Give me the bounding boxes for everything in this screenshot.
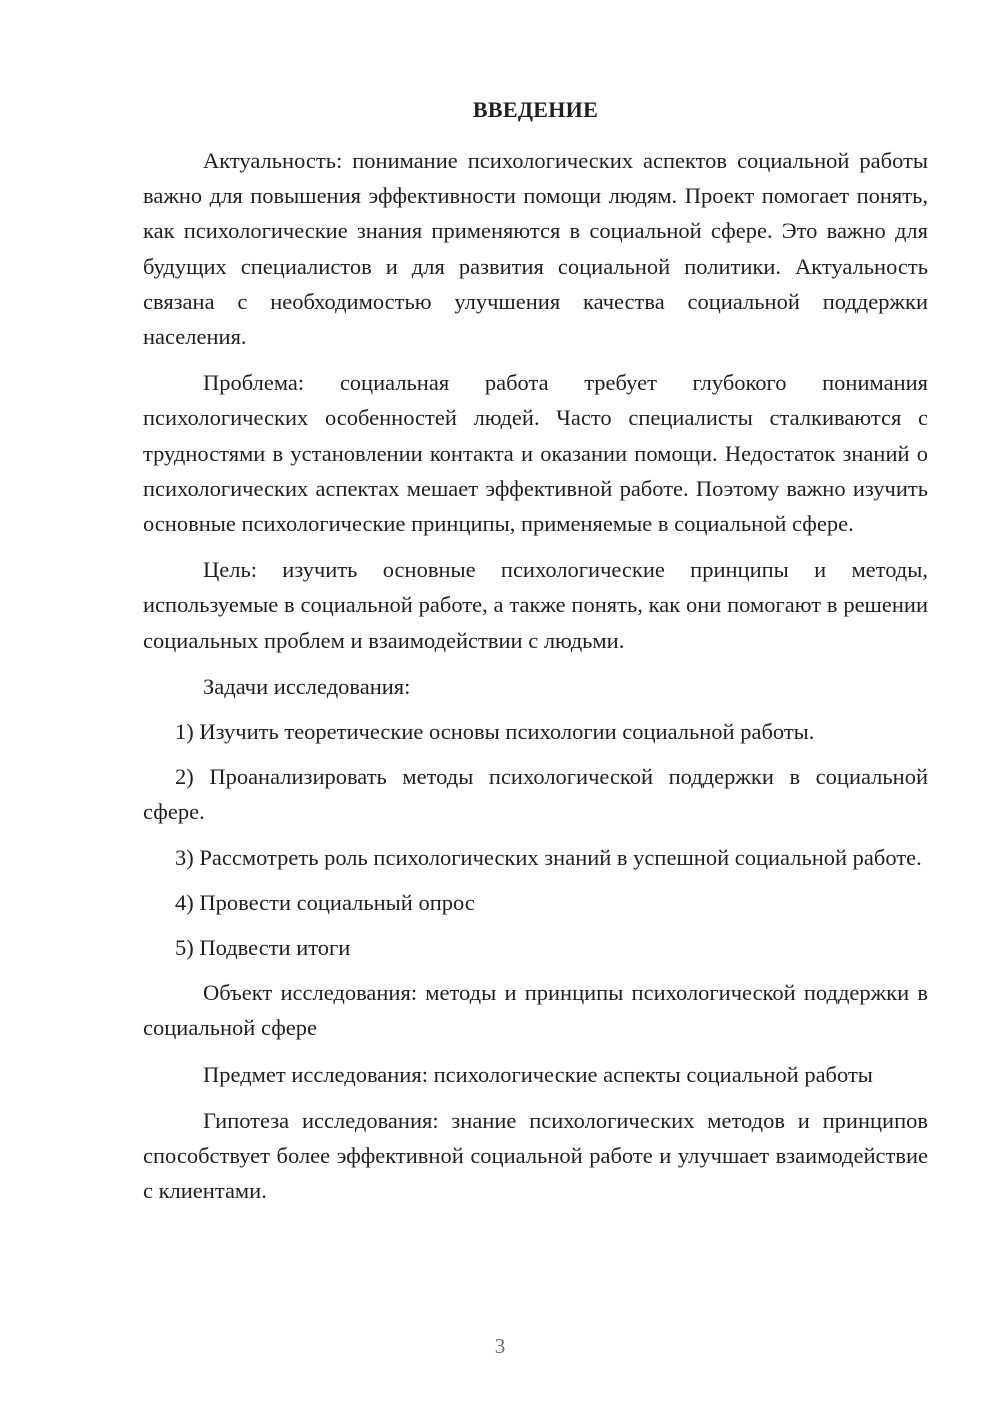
relevance-paragraph: Актуальность: понимание психологических аспектов социальной работы важно для повышения эффективности помощи людям. Проект помогает понять, как психологические знания применяются в социальной сфере. Это важно для будущих специалистов и для развития социальной политики. Актуальность связана с необходимостью улучшения качества социальной поддержки населения.: [143, 148, 928, 350]
object-paragraph: Объект исследования: методы и принципы психологической поддержки в социальной сфере: [143, 980, 928, 1041]
task-item-1: 1) Изучить теоретические основы психологии социальной работы.: [175, 719, 815, 745]
task-item-4: 4) Провести социальный опрос: [175, 889, 475, 915]
page-title: ВВЕДЕНИЕ: [472, 97, 599, 122]
task-item-3: 3) Рассмотреть роль психологических знаний в успешной социальной работе.: [175, 844, 922, 870]
task-item-5: 5) Подвести итоги: [175, 935, 351, 961]
problem-paragraph: Проблема: социальная работа требует глубокого понимания психологических особенностей людей. Часто специалисты сталкиваются с трудностями в установлении контакта и оказании помощи. Недостаток знаний о психологических аспектах мешает эффективной работе. Поэтому важно изучить основные психологические принципы, применяемые в социальной сфере.: [143, 370, 928, 537]
subject-paragraph: Предмет исследования: психологические аспекты социальной работы: [203, 1061, 873, 1087]
document-body: [143, 143, 928, 1219]
task-item-2: 2) Проанализировать методы психологической поддержки в социальной сфере.: [143, 764, 928, 825]
hypothesis-paragraph: Гипотеза исследования: знание психологических методов и принципов способствует более эффективной социальной работе и улучшает взаимодействие с клиентами.: [143, 1107, 928, 1204]
tasks-heading: Задачи исследования:: [203, 673, 411, 699]
goal-paragraph: Цель: изучить основные психологические принципы и методы, используемые в социальной работе, а также понять, как они помогают в решении социальных проблем и взаимодействии с людьми.: [143, 557, 928, 653]
page-number: 3: [494, 1334, 506, 1358]
